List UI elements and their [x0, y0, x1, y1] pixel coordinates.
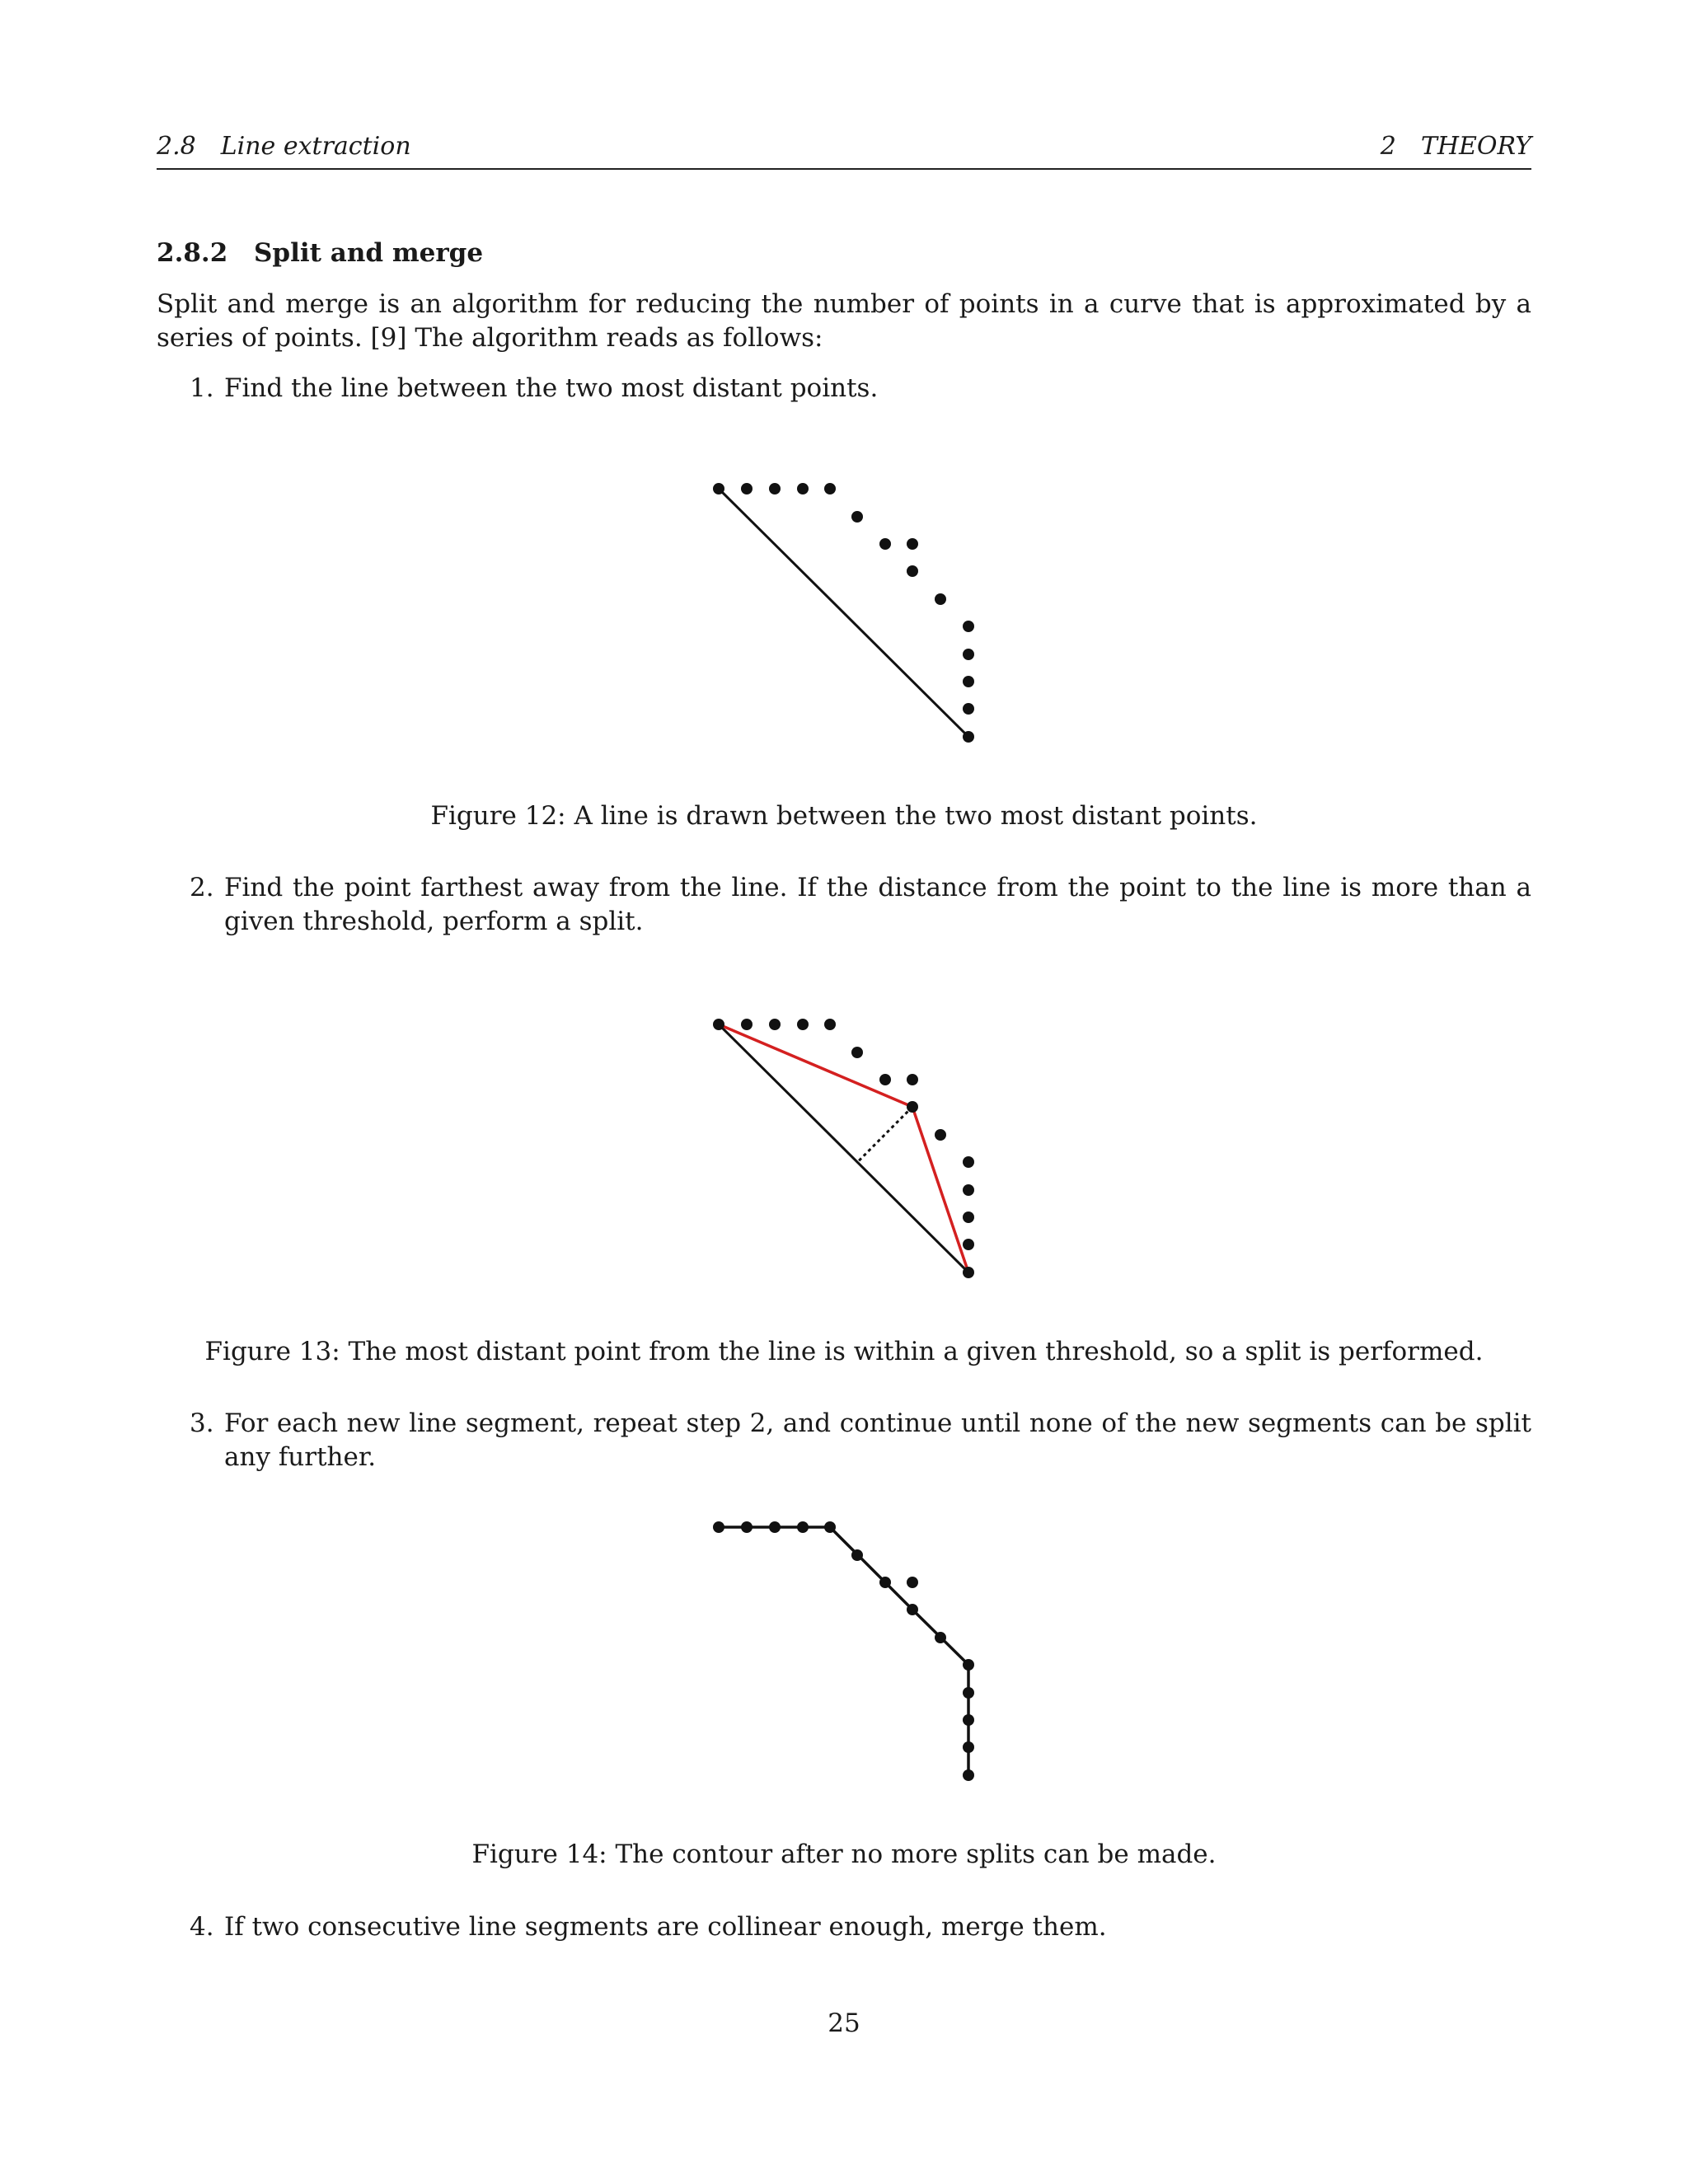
data-point: [797, 1019, 809, 1030]
data-point: [797, 483, 809, 494]
page-number: 25: [828, 2008, 860, 2038]
data-point: [963, 1184, 974, 1196]
data-point: [963, 649, 974, 660]
data-point: [963, 731, 974, 743]
data-point: [963, 621, 974, 632]
data-point: [769, 1019, 781, 1030]
data-point: [963, 1714, 974, 1726]
data-point: [907, 1101, 918, 1113]
figure-13-caption: Figure 13: The most distant point from the line is within a given threshold, so a split is performed.: [204, 1337, 1484, 1366]
data-point: [963, 1212, 974, 1223]
data-point: [963, 1687, 974, 1699]
data-point: [963, 703, 974, 715]
data-point: [879, 538, 891, 550]
header-chapter: 2 THEORY: [1380, 132, 1531, 161]
data-point: [741, 483, 753, 494]
data-point: [907, 1074, 918, 1085]
data-point: [824, 1019, 836, 1030]
step-2: [190, 871, 1531, 939]
data-point: [824, 1521, 836, 1533]
data-point: [963, 1659, 974, 1671]
data-point: [907, 1577, 918, 1588]
approximating-line: [719, 489, 968, 737]
step-text: For each new line segment, repeat step 2, and continue until none of the new segments can be split any further.: [224, 1408, 1531, 1472]
figure-13: [0, 997, 1688, 1294]
data-point: [907, 565, 918, 577]
step-text: Find the point farthest away from the line. If the distance from the point to the line is more than a given threshold, perform a split.: [224, 873, 1531, 936]
data-point: [907, 1604, 918, 1615]
data-point: [769, 483, 781, 494]
step-3: [190, 1407, 1531, 1474]
data-point: [879, 1577, 891, 1588]
intro-paragraph: Split and merge is an algorithm for reducing the number of points in a curve that is approximated by a series of points. [9] The algorithm reads as follows:: [157, 289, 1531, 353]
step-1: [190, 372, 1531, 405]
data-point: [824, 483, 836, 494]
step-text: Find the line between the two most distant points.: [224, 373, 879, 403]
step-text: If two consecutive line segments are collinear enough, merge them.: [224, 1912, 1107, 1942]
figure-14-caption: Figure 14: The contour after no more splits can be made.: [471, 1840, 1217, 1869]
distance-line: [857, 1107, 912, 1162]
split-line: [719, 1024, 912, 1107]
data-point: [963, 1156, 974, 1168]
figure-12-caption: Figure 12: A line is drawn between the two most distant points.: [430, 801, 1258, 831]
figure-14: [0, 1500, 1688, 1797]
data-point: [851, 1047, 863, 1058]
data-point: [963, 676, 974, 687]
figure-14-diagram: [0, 1500, 1688, 1797]
data-point: [963, 1741, 974, 1753]
data-point: [741, 1521, 753, 1533]
data-point: [797, 1521, 809, 1533]
step-marker: 3.: [190, 1408, 214, 1438]
figure-12-diagram: [0, 462, 1688, 758]
data-point: [713, 483, 724, 494]
data-point: [963, 1267, 974, 1278]
data-point: [935, 593, 946, 605]
data-point: [769, 1521, 781, 1533]
section-title: Split and merge: [254, 238, 484, 268]
data-point: [851, 511, 863, 523]
approximating-line: [719, 1024, 968, 1272]
data-point: [713, 1019, 724, 1030]
data-point: [963, 1769, 974, 1781]
contour-segment: [830, 1527, 912, 1610]
figure-12: [0, 462, 1688, 758]
data-point: [879, 1074, 891, 1085]
data-point: [851, 1549, 863, 1561]
step-4: [190, 1910, 1531, 1944]
data-point: [741, 1019, 753, 1030]
data-point: [963, 1239, 974, 1250]
section-heading: [157, 237, 483, 269]
data-point: [907, 538, 918, 550]
data-point: [713, 1521, 724, 1533]
step-marker: 1.: [190, 373, 214, 403]
data-point: [935, 1129, 946, 1141]
header-section: 2.8 Line extraction: [157, 132, 411, 161]
running-header: [157, 130, 1531, 170]
figure-13-diagram: [0, 997, 1688, 1294]
section-number: 2.8.2: [157, 238, 228, 268]
step-marker: 2.: [190, 873, 214, 902]
data-point: [935, 1632, 946, 1643]
step-marker: 4.: [190, 1912, 214, 1942]
